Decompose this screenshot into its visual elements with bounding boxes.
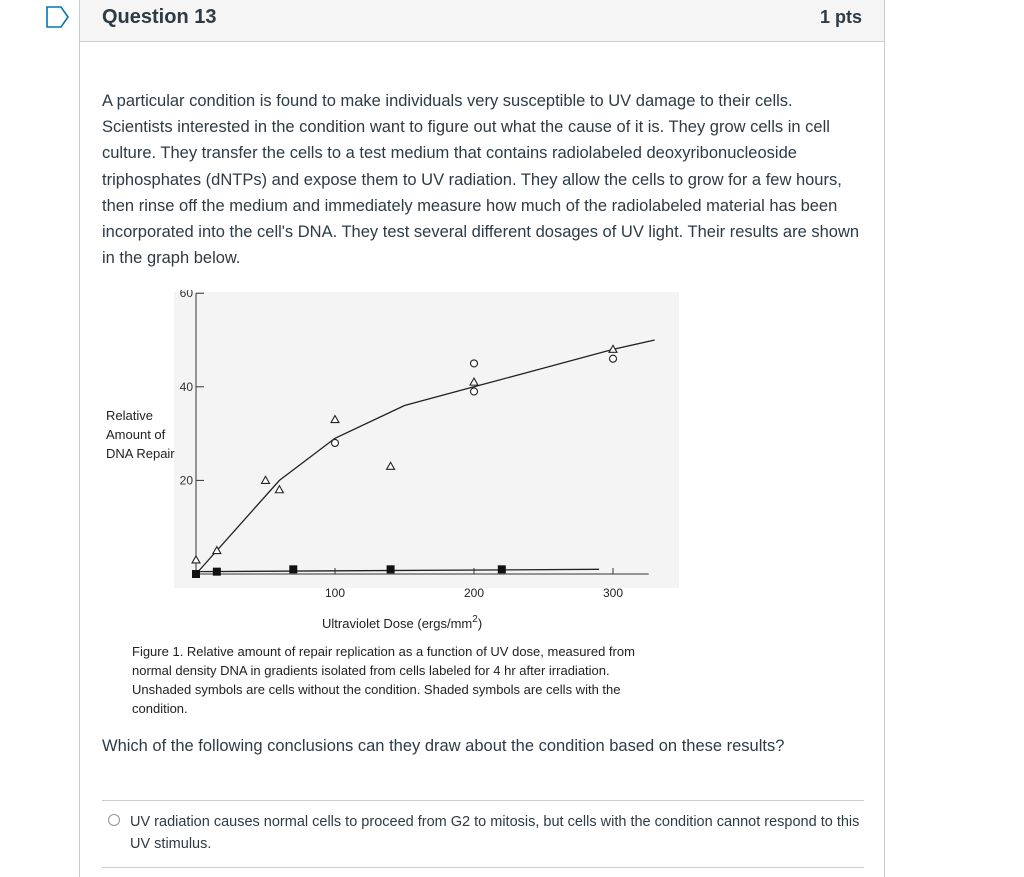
question-paragraph: A particular condition is found to make individuals very susceptible to UV damage to their cells. Scientists interested in the condition want to figure out what the cause of it is. They grow cells in cell culture. They transfer the cells to a test medium that contains radiolabeled deoxyribonucleoside triphosphates (dNTPs) and expose them to UV radiation. They allow the cells to grow for a few hours, then rinse off the medium and immediately measure how much of the radiolabeled material has been incorporated into the cell's DNA. They test several different dosages of UV light. Their results are shown in the graph below. (102, 92, 860, 268)
y-axis-label: Amount of (106, 427, 166, 442)
x-tick-label: 100 (324, 586, 346, 600)
x-tick-label: 300 (602, 586, 624, 600)
question-points: 1 pts (819, 7, 862, 27)
y-tick-label: 40 (179, 379, 193, 394)
circle-marker (471, 388, 478, 395)
x-tick-label: 200 (463, 586, 485, 600)
answer-text: UV radiation causes normal cells to proceed from G2 to mitosis, but cells with the condition cannot respond to this UV stimulus. (130, 814, 860, 852)
question-card (79, 0, 885, 877)
square-marker (213, 568, 221, 576)
square-marker (387, 565, 395, 573)
circle-marker (610, 355, 617, 362)
y-axis-label: DNA Repair (106, 446, 175, 461)
y-tick-label: 20 (179, 473, 193, 488)
x-axis-label: Ultraviolet Dose $(ergs/mm^2)$ (322, 614, 483, 631)
figure-1 (104, 290, 704, 720)
y-axis-label: Relative (106, 408, 153, 423)
y-tick-label: 60 (179, 290, 193, 301)
question-prompt: Which of the following conclusions can they draw about the condition based on these results? (102, 737, 785, 755)
radio-button[interactable] (108, 814, 120, 826)
question-title: Question 13 (102, 6, 217, 28)
answer-option[interactable] (102, 801, 864, 868)
square-marker (289, 565, 297, 573)
square-marker (498, 565, 506, 573)
figure-caption: Figure 1. Relative amount of repair replication as a function of UV dose, measured from normal density DNA in gradients isolated from cells labeled for 4 hr after irradiation. Unshaded symbols are cells without the condition. Shaded symbols are cells with the condition. (132, 644, 635, 716)
bookmark-flag-icon[interactable] (46, 6, 70, 28)
square-marker (192, 570, 200, 578)
circle-marker (471, 360, 478, 367)
uv-dose-chart (104, 290, 704, 640)
question-header (80, 0, 884, 42)
chart-background (174, 292, 679, 588)
circle-marker (332, 439, 339, 446)
answer-list (102, 800, 864, 868)
